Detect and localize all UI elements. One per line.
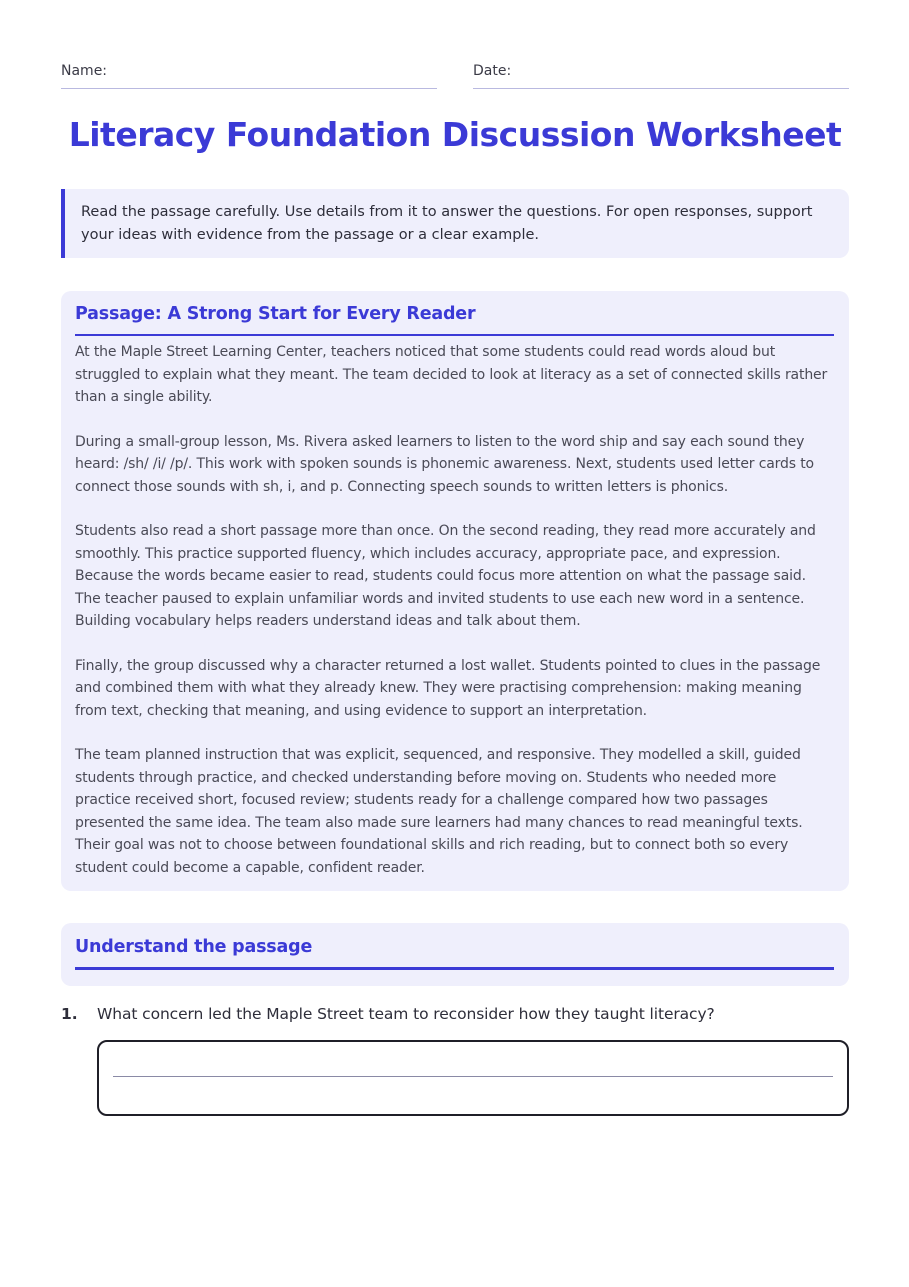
section-header bbox=[61, 923, 849, 986]
question-number: 1. bbox=[61, 1005, 78, 1023]
passage-paragraph: During a small-group lesson, Ms. Rivera asked learners to listen to the word ship and say each sound they heard: /sh/ /i/ /p/. This work with spoken sounds is phonemic awareness. Next, students used letter cards to connect those sounds with sh, i, and p. Connecting speech sounds to written letters is phonics. bbox=[75, 433, 814, 495]
passage-paragraph: The team planned instruction that was explicit, sequenced, and responsive. They modelled a skill, guided students through practice, and checked understanding before moving on. Students who needed more practice received short, focused review; students ready for a challenge compared how two passages presented the same idea. The team also made sure learners had many chances to read meaningful texts. Their goal was not to choose between foundational skills and rich reading, but to connect both so every student could become a capable, confident reader. bbox=[75, 747, 803, 876]
date-field[interactable] bbox=[473, 62, 849, 89]
answer-box[interactable] bbox=[97, 1040, 849, 1116]
instructions-box: Read the passage carefully. Use details from it to answer the questions. For open responses, support your ideas with evidence from the passage or a clear example. bbox=[61, 189, 849, 258]
section-title: Understand the passage bbox=[75, 934, 834, 970]
passage-paragraph: At the Maple Street Learning Center, teachers noticed that some students could read words aloud but struggled to explain what they meant. The team decided to look at literacy as a set of connected skills rather than a single ability. bbox=[75, 344, 828, 405]
passage-paragraph: Finally, the group discussed why a character returned a lost wallet. Students pointed to clues in the passage and combined them with what they already knew. They were practising comprehension: making meaning from text, checking that meaning, and using evidence to support an interpretation. bbox=[75, 657, 821, 719]
date-label: Date: bbox=[473, 63, 512, 79]
header-fields bbox=[61, 62, 849, 89]
question-text: What concern led the Maple Street team to reconsider how they taught literacy? bbox=[97, 1005, 715, 1023]
passage-box bbox=[61, 291, 849, 891]
name-field[interactable] bbox=[61, 62, 437, 89]
page-title: Literacy Foundation Discussion Worksheet bbox=[68, 115, 842, 154]
answer-line bbox=[113, 1076, 833, 1077]
passage-paragraph: Students also read a short passage more than once. On the second reading, they read more accurately and smoothly. This practice supported fluency, which includes accuracy, appropriate pace, and expression. Because the words became easier to read, students could focus more attention on what the passage said. The teacher paused to explain unfamiliar words and invited students to use each new word in a sentence. Building vocabulary helps readers understand ideas and talk about them. bbox=[75, 523, 816, 629]
name-label: Name: bbox=[61, 63, 108, 79]
passage-title: Passage: A Strong Start for Every Reader bbox=[75, 301, 834, 336]
